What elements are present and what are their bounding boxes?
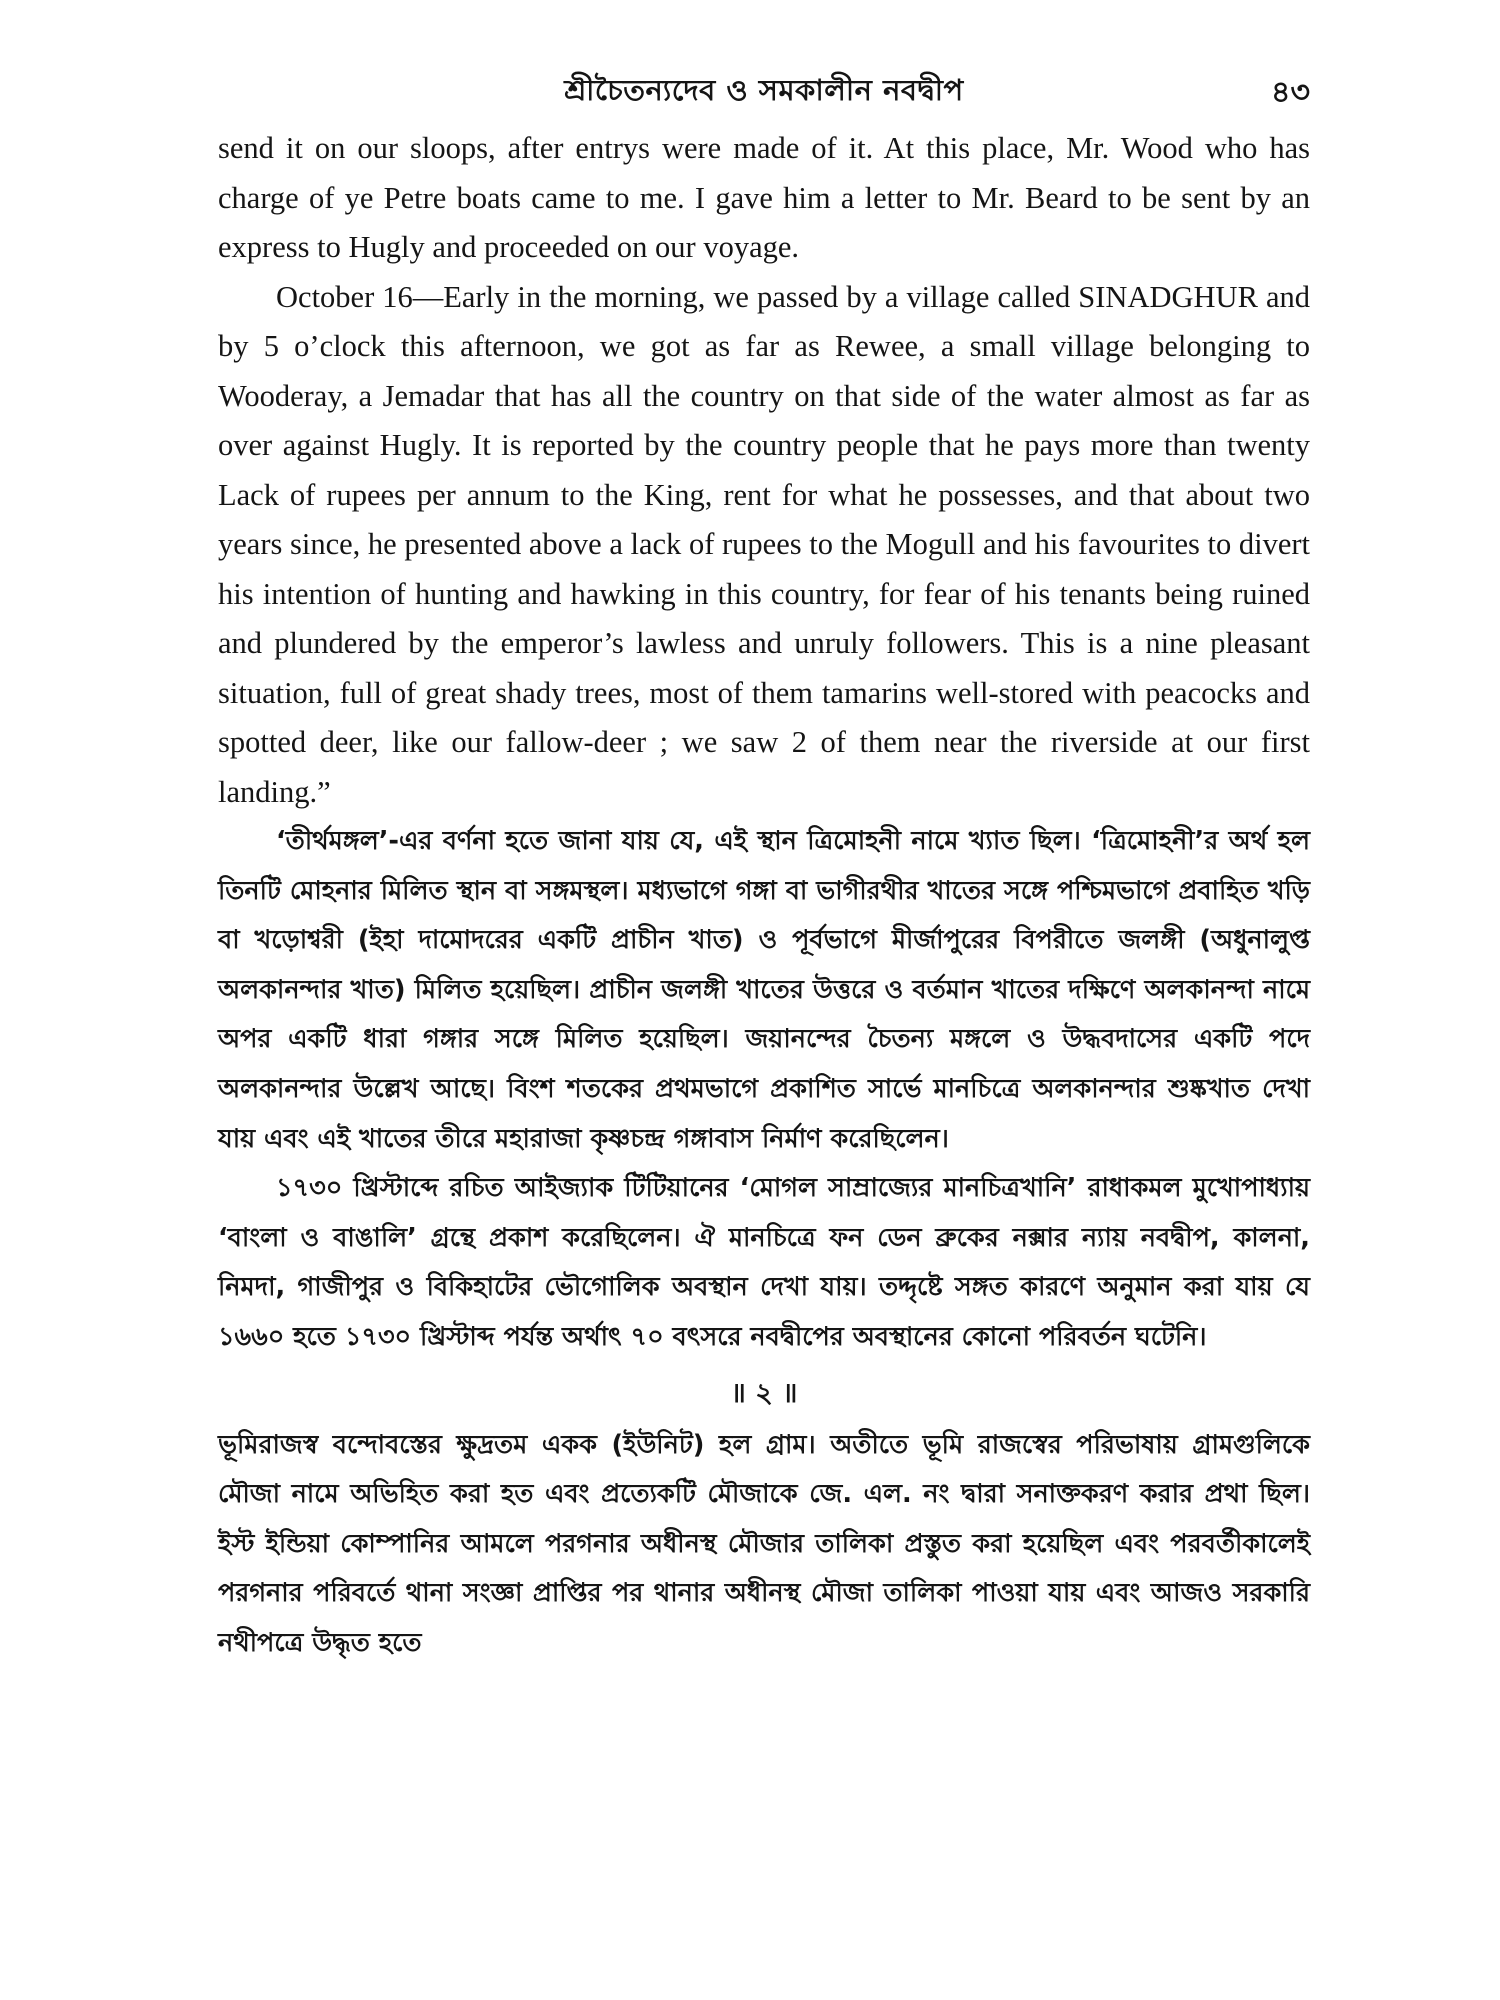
paragraph-october-16: October 16—Early in the morning, we passed by a village called SINADGHUR and by 5 o’clock this afternoon, we got as far as Rewee, a small village belonging to Wooderay, a Jemadar that has all the country on that side of the water almost as far as over against Hugly. It is reported by the country people that he pays more than twenty Lack of rupees per annum to the King, rent for what he possesses, and that about two years since, he presented above a lack of rupees to the Mogull and his favourites to divert his intention of hunting and hawking in this country, for fear of his tenants being ruined and plundered by the emperor’s lawless and unruly followers. This is a nine pleasant situation, full of great shady trees, most of them tamarins well-stored with peacocks and spotted deer, like our fallow-deer ; we saw 2 of them near the riverside at our first landing.”: [218, 279, 1310, 809]
running-title: শ্রীচৈতন্যদেব ও সমকালীন নবদ্বীপ: [564, 73, 964, 107]
book-page: [218, 60, 1310, 1980]
paragraph-trimohani: ‘তীর্থমঙ্গল’-এর বর্ণনা হতে জানা যায় যে, এই স্থান ত্রিমোহনী নামে খ্যাত ছিল। ‘ত্রিমোহনী’র অর্থ হল তিনটি মোহনার মিলিত স্থান বা সঙ্গমস্থল। মধ্যভাগে গঙ্গা বা ভাগীরথীর খাতের সঙ্গে পশ্চিমভাগে প্রবাহিত খড়ি বা খড়োশ্বরী (ইহা দামোদরের একটি প্রাচীন খাত) ও পূর্বভাগে মীর্জাপুরের বিপরীতে জলঙ্গী (অধুনালুপ্ত অলকানন্দার খাত) মিলিত হয়েছিল। প্রাচীন জলঙ্গী খাতের উত্তরে ও বর্তমান খাতের দক্ষিণে অলকানন্দা নামে অপর একটি ধারা গঙ্গার সঙ্গে মিলিত হয়েছিল। জয়ানন্দের চৈতন্য মঙ্গলে ও উদ্ধবদাসের একটি পদে অলকানন্দার উল্লেখ আছে। বিংশ শতকের প্রথমভাগে প্রকাশিত সার্ভে মানচিত্রে অলকানন্দার শুষ্কখাত দেখা যায় এবং এই খাতের তীরে মহারাজা কৃষ্ণচন্দ্র গঙ্গাবাস নির্মাণ করেছিলেন।: [218, 826, 1310, 1154]
paragraph-mouza: ভূমিরাজস্ব বন্দোবস্তের ক্ষুদ্রতম একক (ইউনিট) হল গ্রাম। অতীতে ভূমি রাজস্বের পরিভাষায় গ্রামগুলিকে মৌজা নামে অভিহিত করা হত এবং প্রত্যেকটি মৌজাকে জে. এল. নং দ্বারা সনাক্তকরণ করার প্রথা ছিল। ইস্ট ইন্ডিয়া কোম্পানির আমলে পরগনার অধীনস্থ মৌজার তালিকা প্রস্তুত করা হয়েছিল এবং পরবর্তীকালেই পরগনার পরিবর্তে থানা সংজ্ঞা প্রাপ্তির পর থানার অধীনস্থ মৌজা তালিকা পাওয়া যায় এবং আজও সরকারি নথীপত্রে উদ্ধৃত হতে: [218, 1429, 1310, 1658]
page-number: ৪৩: [1271, 75, 1310, 110]
paragraph-tirion-map: ১৭৩০ খ্রিস্টাব্দে রচিত আইজ্যাক টিটিয়ানের ‘মোগল সাম্রাজ্যের মানচিত্রখানি’ রাধাকমল মুখোপাধ্যায় ‘বাংলা ও বাঙালি’ গ্রন্থে প্রকাশ করেছিলেন। ঐ মানচিত্রে ফন ডেন ব্রুকের নক্সার ন্যায় নবদ্বীপ, কালনা, নিমদা, গাজীপুর ও বিকিহাটের ভৌগোলিক অবস্থান দেখা যায়। তদ্দৃষ্টে সঙ্গত কারণে অনুমান করা যায় যে ১৬৬০ হতে ১৭৩০ খ্রিস্টাব্দ পর্যন্ত অর্থাৎ ৭০ বৎসরে নবদ্বীপের অবস্থানের কোনো পরিবর্তন ঘটেনি।: [218, 1173, 1310, 1352]
paragraph-quote-continuation: send it on our sloops, after entrys were made of it. At this place, Mr. Wood who has charge of ye Petre boats came to me. I gave him a letter to Mr. Beard to be sent by an express to Hugly and proceeded on our voyage.: [218, 131, 1310, 264]
page-header: [218, 60, 1310, 124]
section-number: ॥ ২ ॥: [730, 1377, 798, 1409]
